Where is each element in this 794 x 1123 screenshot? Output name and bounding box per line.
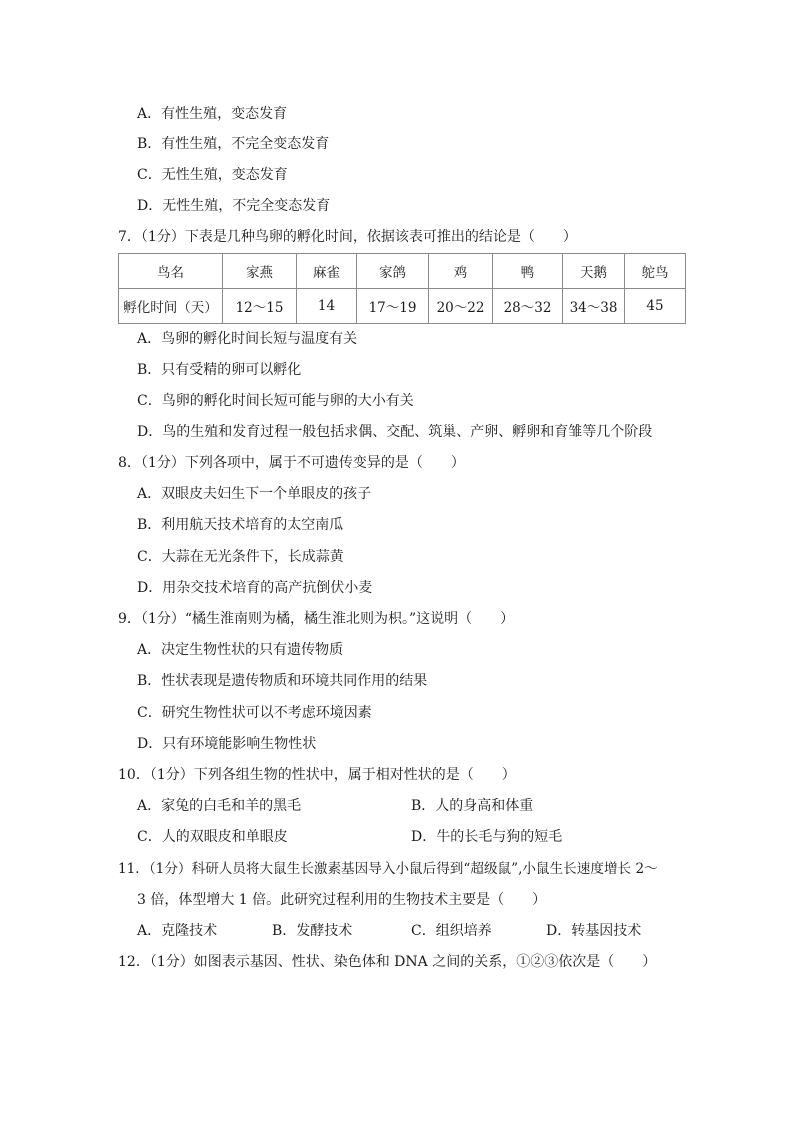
table-cell: 鸵鸟 bbox=[625, 254, 686, 289]
q11-option-c: C．组织培养 bbox=[411, 923, 492, 939]
hatching-time-table bbox=[118, 253, 686, 324]
q7-option-d: D．鸟的生殖和发育过程一般包括求偶、交配、筑巢、产卵、孵卵和育雏等几个阶段 bbox=[137, 424, 653, 440]
table-cell: 鸡 bbox=[429, 254, 493, 289]
q9-option-a: A．决定生物性状的只有遗传物质 bbox=[137, 642, 344, 658]
q11-option-d: D．转基因技术 bbox=[546, 923, 642, 939]
table-cell: 14 bbox=[297, 289, 357, 324]
q8-option-c: C．大蒜在无光条件下，长成蒜黄 bbox=[137, 549, 344, 565]
q11-stem-line1: 11．（1分）科研人员将大鼠生长激素基因导入小鼠后得到“超级鼠”,小鼠生长速度增长 2～ bbox=[118, 861, 658, 877]
table-cell: 麻雀 bbox=[297, 254, 357, 289]
q8-stem: 8．（1分）下列各项中，属于不可遗传变异的是（ ） bbox=[118, 455, 465, 471]
q8-option-d: D．用杂交技术培育的高产抗倒伏小麦 bbox=[137, 580, 373, 596]
table-cell: 家鸽 bbox=[357, 254, 429, 289]
q11-option-b: B．发酵技术 bbox=[272, 923, 353, 939]
table-cell: 鸟名 bbox=[119, 254, 223, 289]
table-cell: 天鹅 bbox=[563, 254, 625, 289]
q10-option-c: C．人的双眼皮和单眼皮 bbox=[137, 829, 288, 845]
q6-option-b: B．有性生殖，不完全变态发育 bbox=[137, 136, 330, 152]
q10-stem: 10．（1分）下列各组生物的性状中，属于相对性状的是（ ） bbox=[118, 767, 516, 783]
q11-stem-line2: 3 倍，体型增大 1 倍。此研究过程利用的生物技术主要是（ ） bbox=[137, 892, 547, 908]
q12-stem: 12．（1分）如图表示基因、性状、染色体和 DNA 之间的关系，①②③依次是（ ） bbox=[118, 954, 657, 970]
q8-option-a: A．双眼皮夫妇生下一个单眼皮的孩子 bbox=[137, 486, 372, 502]
q6-option-d: D．无性生殖，不完全变态发育 bbox=[137, 198, 331, 214]
q7-stem: 7．（1分）下表是几种鸟卵的孵化时间，依据该表可推出的结论是（ ） bbox=[118, 229, 577, 245]
table-cell: 28～32 bbox=[493, 289, 563, 324]
q10-option-d: D．牛的长毛与狗的短毛 bbox=[411, 829, 563, 845]
table-cell: 孵化时间（天） bbox=[119, 289, 223, 324]
table-cell: 34～38 bbox=[563, 289, 625, 324]
q6-option-a: A．有性生殖，变态发育 bbox=[137, 106, 288, 122]
q7-option-b: B．只有受精的卵可以孵化 bbox=[137, 362, 302, 378]
table-cell: 45 bbox=[625, 289, 686, 324]
table-cell: 17～19 bbox=[357, 289, 429, 324]
q7-option-a: A．鸟卵的孵化时间长短与温度有关 bbox=[137, 331, 358, 347]
table-cell: 20～22 bbox=[429, 289, 493, 324]
q10-option-a: A．家兔的白毛和羊的黑毛 bbox=[137, 798, 302, 814]
q7-option-c: C．鸟卵的孵化时间长短可能与卵的大小有关 bbox=[137, 393, 414, 409]
table-cell: 12～15 bbox=[223, 289, 297, 324]
q9-option-b: B．性状表现是遗传物质和环境共同作用的结果 bbox=[137, 673, 428, 689]
q9-option-c: C．研究生物性状可以不考虑环境因素 bbox=[137, 705, 372, 721]
table-cell: 鸭 bbox=[493, 254, 563, 289]
q9-option-d: D．只有环境能影响生物性状 bbox=[137, 736, 317, 752]
q8-option-b: B．利用航天技术培育的太空南瓜 bbox=[137, 517, 344, 533]
table-header-row bbox=[119, 254, 686, 289]
q9-stem: 9．（1分）“橘生淮南则为橘，橘生淮北则为枳。”这说明（ ） bbox=[118, 611, 515, 627]
q11-option-a: A．克隆技术 bbox=[137, 923, 218, 939]
q6-option-c: C．无性生殖，变态发育 bbox=[137, 167, 288, 183]
table-row bbox=[119, 289, 686, 324]
table-cell: 家燕 bbox=[223, 254, 297, 289]
q10-option-b: B．人的身高和体重 bbox=[411, 798, 534, 814]
